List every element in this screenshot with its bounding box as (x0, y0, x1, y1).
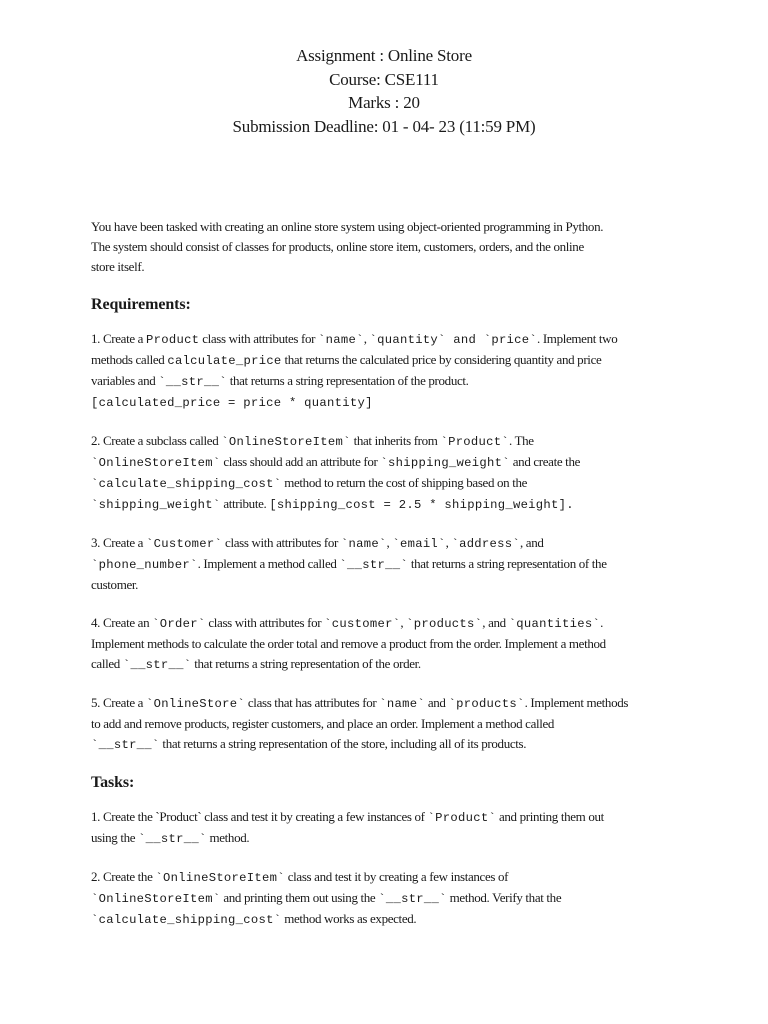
intro-paragraph (91, 217, 691, 277)
code-run: `calculate_shipping_cost` (91, 477, 282, 491)
course-line: Course: CSE111 (329, 69, 439, 89)
code-run: `OnlineStoreItem` (155, 871, 285, 885)
code-run: `name` (379, 697, 425, 711)
code-run: `OnlineStoreItem` (91, 892, 221, 906)
intro-line: The system should consist of classes for products, online store item, customers, orders, and the online (91, 239, 584, 254)
text-run: class that has attributes for (244, 695, 380, 710)
text-run: using the (91, 830, 139, 845)
code-run: `address` (451, 537, 520, 551)
code-run: `shipping_weight` (380, 456, 510, 470)
code-run: Product (146, 333, 200, 347)
code-run: `__str__` (378, 892, 447, 906)
code-run: `OnlineStoreItem` (91, 456, 221, 470)
text-run: 1. Create the `Product` class and test it by creating a few instances of (91, 809, 428, 824)
text-run: . Implement two (537, 331, 618, 346)
requirement-item-2 (91, 431, 691, 515)
text-run: class with attributes for (222, 535, 341, 550)
text-run: class with attributes for (199, 331, 319, 346)
text-run: method to return the cost of shipping based on the (281, 475, 528, 490)
text-run: class and test it by creating a few instances of (284, 869, 509, 884)
text-run: , and (520, 535, 544, 550)
task-item-2 (91, 867, 691, 930)
code-run: `quantities` (508, 617, 601, 631)
text-run: called (91, 656, 123, 671)
text-run: and create the (509, 454, 581, 469)
document-body (91, 217, 691, 930)
code-run: `products` (406, 617, 483, 631)
code-run: `name` (318, 333, 364, 347)
text-run: , (386, 535, 393, 550)
requirement-item-5 (91, 693, 691, 755)
tasks-heading: Tasks: (91, 774, 135, 791)
code-run: `Product` (440, 435, 509, 449)
text-run: method. (206, 830, 250, 845)
text-run: that returns a string representation of the store, including all of its products. (159, 736, 527, 751)
task-item-1 (91, 807, 691, 849)
code-run: `__str__` (158, 375, 227, 389)
text-run: method. Verify that the (446, 890, 562, 905)
intro-line: You have been tasked with creating an online store system using object-oriented programming in Python. (91, 219, 604, 234)
text-run: 5. Create a (91, 695, 146, 710)
text-run: that returns a string representation of the product. (226, 373, 469, 388)
text-run: and printing them out using the (220, 890, 379, 905)
text-run: , (445, 535, 452, 550)
code-run: `Order` (152, 617, 206, 631)
text-run: that returns the calculated price by considering quantity and price (281, 352, 602, 367)
text-run: 4. Create an (91, 615, 153, 630)
code-run: `shipping_weight` (91, 498, 221, 512)
text-run: Implement methods to calculate the order total and remove a product from the order. Implement a method (91, 636, 606, 651)
code-run: `__str__` (91, 738, 160, 752)
text-run: attribute. (220, 496, 270, 511)
text-run: that inherits from (350, 433, 441, 448)
assignment-title: Assignment : Online Store (296, 46, 472, 65)
marks-line: Marks : 20 (348, 93, 420, 112)
text-run: . (600, 615, 603, 630)
text-run: 2. Create a subclass called (91, 433, 222, 448)
text-run: class with attributes for (205, 615, 325, 630)
code-run: `Product` (427, 811, 497, 825)
text-run: . Implement a method called (197, 556, 340, 571)
requirement-item-1 (91, 329, 691, 413)
text-run: , and (482, 615, 509, 630)
text-run: methods called (91, 352, 168, 367)
code-run: `Customer` (146, 537, 223, 551)
code-run: `products` (448, 697, 525, 711)
text-run: 1. Create a (91, 331, 146, 346)
document-header (0, 44, 768, 138)
code-run: `email` (392, 537, 446, 551)
code-run: `calculate_shipping_cost` (91, 913, 282, 927)
code-run: `customer` (324, 617, 401, 631)
text-run: , (400, 615, 407, 630)
code-run: `phone_number` (91, 558, 198, 572)
intro-line: store itself. (91, 259, 145, 274)
code-run: `__str__` (339, 558, 408, 572)
text-run: 3. Create a (91, 535, 146, 550)
requirement-item-4 (91, 613, 691, 675)
code-run: `__str__` (138, 832, 207, 846)
text-run: variables and (91, 373, 159, 388)
code-run: `OnlineStore` (146, 697, 245, 711)
formula: [calculated_price = price * quantity] (91, 396, 373, 410)
code-run: `quantity` and `price` (369, 333, 538, 347)
text-run: method works as expected. (281, 911, 417, 926)
text-run: and (424, 695, 449, 710)
text-run: to add and remove products, register customers, and place an order. Implement a method called (91, 716, 555, 731)
code-run: `name` (340, 537, 387, 551)
text-run: 2. Create the (91, 869, 156, 884)
formula: [shipping_cost = 2.5 * shipping_weight]. (269, 498, 574, 512)
text-run: . Implement methods (524, 695, 629, 710)
text-run: that returns a string representation of the (407, 556, 607, 571)
code-run: calculate_price (167, 354, 282, 368)
text-run: customer. (91, 577, 139, 592)
deadline-line: Submission Deadline: 01 - 04- 23 (11:59 PM) (232, 116, 536, 136)
text-run: that returns a string representation of the order. (191, 656, 421, 671)
text-run: class should add an attribute for (220, 454, 381, 469)
requirements-heading: Requirements: (91, 296, 191, 313)
text-run: and printing them out (496, 809, 604, 824)
code-run: `OnlineStoreItem` (221, 435, 351, 449)
requirement-item-3 (91, 533, 691, 595)
code-run: `__str__` (122, 658, 192, 672)
text-run: . The (509, 433, 534, 448)
text-run: , (363, 331, 370, 346)
